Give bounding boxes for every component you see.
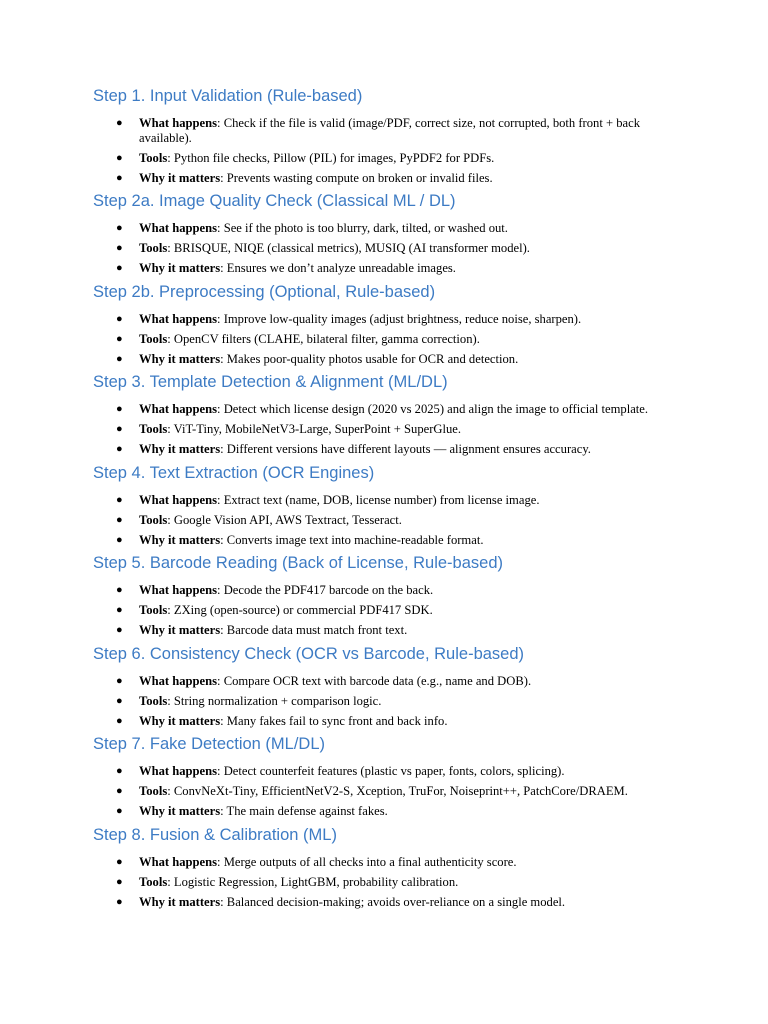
list-item bbox=[93, 855, 693, 870]
list-item bbox=[93, 674, 693, 689]
item-text: : Different versions have different layouts — alignment ensures accuracy. bbox=[220, 442, 591, 456]
item-label: Why it matters bbox=[139, 170, 221, 185]
item-text: : Logistic Regression, LightGBM, probability calibration. bbox=[167, 874, 459, 889]
bullet-list bbox=[93, 583, 693, 638]
list-item bbox=[93, 513, 693, 528]
bullet-list bbox=[93, 402, 693, 457]
item-label: What happens bbox=[139, 221, 218, 235]
step-heading: Step 3. Template Detection & Alignment (ML/DL) bbox=[93, 373, 448, 391]
bullet-icon: ● bbox=[116, 855, 123, 868]
list-item bbox=[93, 151, 693, 166]
item-text: : See if the photo is too blurry, dark, tilted, or washed out. bbox=[217, 221, 508, 235]
list-item bbox=[93, 312, 693, 327]
list-item bbox=[93, 784, 693, 799]
item-label: What happens bbox=[139, 764, 218, 778]
item-label: Tools bbox=[139, 331, 168, 346]
item-label: Tools bbox=[139, 693, 168, 708]
step-section bbox=[93, 463, 693, 548]
item-label: Tools bbox=[139, 784, 168, 798]
item-label: What happens bbox=[139, 402, 218, 416]
item-label: Why it matters bbox=[139, 623, 221, 637]
item-text: : Makes poor-quality photos usable for OCR and detection. bbox=[220, 351, 519, 366]
list-item bbox=[93, 764, 693, 779]
item-label: Tools bbox=[139, 512, 168, 527]
bullet-icon: ● bbox=[116, 875, 123, 888]
item-label: What happens bbox=[139, 583, 218, 597]
item-text: : Google Vision API, AWS Textract, Tesseract. bbox=[167, 512, 402, 527]
list-item bbox=[93, 533, 693, 548]
item-text: : The main defense against fakes. bbox=[220, 804, 388, 818]
step-section bbox=[93, 825, 693, 910]
list-item bbox=[93, 241, 693, 256]
list-item bbox=[93, 352, 693, 367]
item-label: Why it matters bbox=[139, 351, 221, 366]
item-label: What happens bbox=[139, 673, 218, 688]
item-label: Tools bbox=[139, 241, 168, 255]
item-text: : Barcode data must match front text. bbox=[220, 623, 408, 637]
bullet-icon: ● bbox=[116, 513, 123, 526]
item-text: : Ensures we don’t analyze unreadable images. bbox=[220, 261, 456, 275]
step-section bbox=[93, 553, 693, 638]
step-heading: Step 2b. Preprocessing (Optional, Rule-based) bbox=[93, 282, 436, 301]
step-section bbox=[93, 734, 693, 819]
list-item bbox=[93, 583, 693, 598]
bullet-icon: ● bbox=[116, 262, 123, 274]
step-section bbox=[93, 191, 693, 276]
bullet-icon: ● bbox=[116, 312, 123, 325]
bullet-icon: ● bbox=[116, 533, 123, 546]
list-item bbox=[93, 875, 693, 890]
list-item bbox=[93, 261, 693, 276]
list-item bbox=[93, 493, 693, 508]
list-item bbox=[93, 804, 693, 819]
bullet-icon: ● bbox=[116, 332, 123, 345]
list-item bbox=[93, 895, 693, 910]
item-label: What happens bbox=[139, 854, 218, 869]
step-heading: Step 6. Consistency Check (OCR vs Barcode, Rule-based) bbox=[93, 644, 525, 663]
item-text: : ViT-Tiny, MobileNetV3-Large, SuperPoint + SuperGlue. bbox=[167, 422, 462, 436]
item-text: : Detect which license design (2020 vs 2025) and align the image to official template. bbox=[217, 402, 649, 416]
item-text: : ZXing (open-source) or commercial PDF417 SDK. bbox=[167, 603, 433, 617]
item-text: : BRISQUE, NIQE (classical metrics), MUSIQ (AI transformer model). bbox=[167, 241, 530, 255]
item-text: : String normalization + comparison logic. bbox=[167, 693, 382, 708]
bullet-list bbox=[93, 674, 693, 729]
step-heading: Step 1. Input Validation (Rule-based) bbox=[93, 87, 363, 105]
bullet-icon: ● bbox=[116, 785, 123, 797]
item-text: : Decode the PDF417 barcode on the back. bbox=[217, 583, 434, 597]
bullet-icon: ● bbox=[116, 171, 123, 184]
item-text: : Compare OCR text with barcode data (e.g., name and DOB). bbox=[217, 673, 532, 688]
bullet-icon: ● bbox=[116, 403, 123, 415]
item-text: : OpenCV filters (CLAHE, bilateral filter, gamma correction). bbox=[167, 331, 480, 346]
item-label: Why it matters bbox=[139, 442, 221, 456]
bullet-icon: ● bbox=[116, 242, 123, 254]
list-item bbox=[93, 221, 693, 236]
step-heading: Step 5. Barcode Reading (Back of License, Rule-based) bbox=[93, 554, 503, 572]
list-item bbox=[93, 714, 693, 729]
list-item bbox=[93, 171, 693, 186]
item-label: What happens bbox=[139, 116, 218, 130]
bullet-list bbox=[93, 312, 693, 367]
bullet-icon: ● bbox=[116, 443, 123, 455]
item-label: Why it matters bbox=[139, 894, 221, 909]
item-label: Tools bbox=[139, 874, 168, 889]
item-text: : ConvNeXt-Tiny, EfficientNetV2-S, Xception, TruFor, Noiseprint++, PatchCore/DRAEM. bbox=[167, 784, 628, 798]
item-text: : Merge outputs of all checks into a final authenticity score. bbox=[217, 854, 517, 869]
item-label: What happens bbox=[139, 311, 218, 326]
item-label: Tools bbox=[139, 422, 168, 436]
item-label: Why it matters bbox=[139, 532, 221, 547]
bullet-icon: ● bbox=[116, 624, 123, 636]
bullet-icon: ● bbox=[116, 694, 123, 707]
bullet-icon: ● bbox=[116, 352, 123, 365]
bullet-list bbox=[93, 855, 693, 910]
bullet-icon: ● bbox=[116, 805, 123, 817]
item-text: : Many fakes fail to sync front and back info. bbox=[220, 713, 448, 728]
bullet-list bbox=[93, 764, 693, 819]
step-section bbox=[93, 644, 693, 729]
bullet-icon: ● bbox=[116, 895, 123, 908]
step-section bbox=[93, 86, 693, 185]
item-text: : Improve low-quality images (adjust brightness, reduce noise, sharpen). bbox=[217, 311, 582, 326]
bullet-icon: ● bbox=[116, 604, 123, 616]
list-item bbox=[93, 116, 693, 145]
item-text: : Detect counterfeit features (plastic vs paper, fonts, colors, splicing). bbox=[217, 764, 565, 778]
step-heading: Step 2a. Image Quality Check (Classical ML / DL) bbox=[93, 192, 456, 210]
item-text: : Converts image text into machine-readable format. bbox=[220, 532, 484, 547]
item-label: Tools bbox=[139, 150, 168, 165]
step-heading: Step 7. Fake Detection (ML/DL) bbox=[93, 735, 326, 753]
bullet-list bbox=[93, 221, 693, 276]
step-section bbox=[93, 282, 693, 367]
bullet-icon: ● bbox=[116, 222, 123, 234]
item-text: : Balanced decision-making; avoids over-reliance on a single model. bbox=[220, 894, 566, 909]
bullet-icon: ● bbox=[116, 493, 123, 506]
list-item bbox=[93, 603, 693, 618]
item-label: Why it matters bbox=[139, 804, 221, 818]
item-text: : Check if the file is valid (image/PDF, correct size, not corrupted, both front + back available). bbox=[139, 116, 641, 145]
bullet-icon: ● bbox=[116, 765, 123, 777]
bullet-icon: ● bbox=[116, 674, 123, 687]
step-heading: Step 8. Fusion & Calibration (ML) bbox=[93, 825, 337, 844]
list-item bbox=[93, 442, 693, 457]
item-label: Tools bbox=[139, 603, 168, 617]
item-text: : Prevents wasting compute on broken or invalid files. bbox=[220, 170, 493, 185]
list-item bbox=[93, 694, 693, 709]
step-section bbox=[93, 372, 693, 457]
bullet-icon: ● bbox=[116, 584, 123, 596]
document-content bbox=[93, 86, 693, 909]
item-label: Why it matters bbox=[139, 261, 221, 275]
bullet-icon: ● bbox=[116, 423, 123, 435]
step-heading: Step 4. Text Extraction (OCR Engines) bbox=[93, 463, 375, 482]
bullet-icon: ● bbox=[116, 714, 123, 727]
list-item bbox=[93, 422, 693, 437]
bullet-list bbox=[93, 116, 693, 185]
bullet-icon: ● bbox=[116, 151, 123, 164]
item-text: : Extract text (name, DOB, license number) from license image. bbox=[217, 492, 540, 507]
item-text: : Python file checks, Pillow (PIL) for images, PyPDF2 for PDFs. bbox=[167, 150, 495, 165]
bullet-list bbox=[93, 493, 693, 548]
bullet-icon: ● bbox=[116, 117, 123, 129]
item-label: What happens bbox=[139, 492, 218, 507]
list-item bbox=[93, 332, 693, 347]
item-label: Why it matters bbox=[139, 713, 221, 728]
list-item bbox=[93, 402, 693, 417]
list-item bbox=[93, 623, 693, 638]
